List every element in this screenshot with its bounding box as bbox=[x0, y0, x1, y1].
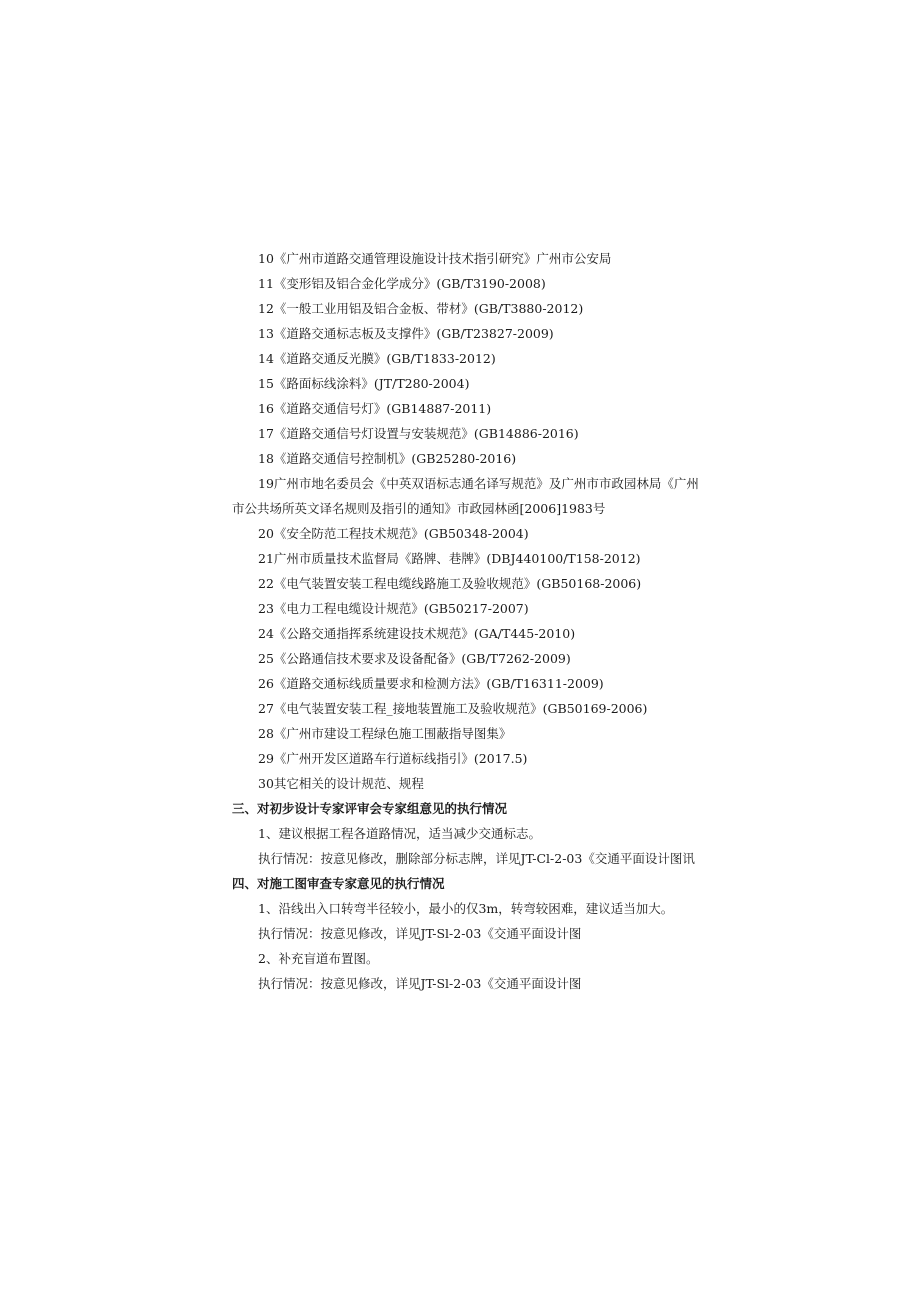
document-body bbox=[0, 246, 920, 996]
reference-23: 23《电力工程电缆设计规范》(GB50217-2007) bbox=[258, 601, 529, 616]
reference-17: 17《道路交通信号灯设置与安装规范》(GB14886-2016) bbox=[258, 426, 579, 441]
section-4-heading: 四、对施工图审查专家意见的执行情况 bbox=[232, 876, 445, 891]
section-4-reply-2: 执行情况：按意见修改，详见JT-Sl-2-03《交通平面设计图 bbox=[258, 976, 582, 991]
section-3-item-1: 1、建议根据工程各道路情况，适当减少交通标志。 bbox=[258, 826, 541, 841]
reference-21: 21广州市质量技术监督局《路牌、巷牌》(DBJ440100/T158-2012) bbox=[258, 551, 641, 566]
reference-26: 26《道路交通标线质量要求和检测方法》(GB/T16311-2009) bbox=[258, 676, 604, 691]
reference-11: 11《变形铝及铝合金化学成分》(GB/T3190-2008) bbox=[258, 276, 546, 291]
reference-28: 28《广州市建设工程绿色施工围蔽指导图集》 bbox=[258, 726, 512, 741]
reference-19-line1: 19广州市地名委员会《中英双语标志通名译写规范》及广州市市政园林局《广州 bbox=[258, 476, 699, 491]
reference-29: 29《广州开发区道路车行道标线指引》(2017.5) bbox=[258, 751, 528, 766]
reference-12: 12《一般工业用铝及铝合金板、带材》(GB/T3880-2012) bbox=[258, 301, 584, 316]
reference-25: 25《公路通信技术要求及设备配备》(GB/T7262-2009) bbox=[258, 651, 571, 666]
reference-14: 14《道路交通反光膜》(GB/T1833-2012) bbox=[258, 351, 496, 366]
reference-16: 16《道路交通信号灯》(GB14887-2011) bbox=[258, 401, 492, 416]
section-3-heading: 三、对初步设计专家评审会专家组意见的执行情况 bbox=[232, 801, 508, 816]
reference-22: 22《电气装置安装工程电缆线路施工及验收规范》(GB50168-2006) bbox=[258, 576, 642, 591]
reference-24: 24《公路交通指挥系统建设技术规范》(GA/T445-2010) bbox=[258, 626, 576, 641]
section-4-reply-1: 执行情况：按意见修改，详见JT-Sl-2-03《交通平面设计图 bbox=[258, 926, 582, 941]
reference-20: 20《安全防范工程技术规范》(GB50348-2004) bbox=[258, 526, 529, 541]
reference-18: 18《道路交通信号控制机》(GB25280-2016) bbox=[258, 451, 517, 466]
reference-30: 30其它相关的设计规范、规程 bbox=[258, 776, 424, 791]
section-3-reply-1: 执行情况：按意见修改，删除部分标志牌，详见JT-Cl-2-03《交通平面设计图讯 bbox=[258, 851, 695, 866]
reference-13: 13《道路交通标志板及支撑件》(GB/T23827-2009) bbox=[258, 326, 554, 341]
section-4-item-2: 2、补充盲道布置图。 bbox=[258, 951, 379, 966]
reference-15: 15《路面标线涂料》(JT/T280-2004) bbox=[258, 376, 470, 391]
reference-27: 27《电气装置安装工程_接地装置施工及验收规范》(GB50169-2006) bbox=[258, 701, 648, 716]
reference-10: 10《广州市道路交通管理设施设计技术指引研究》广州市公安局 bbox=[258, 251, 612, 266]
section-4-item-1: 1、沿线出入口转弯半径较小，最小的仅3m，转弯较困难，建议适当加大。 bbox=[258, 901, 674, 916]
reference-19-line2: 市公共场所英文译名规则及指引的通知》市政园林函[2006]1983号 bbox=[232, 501, 606, 516]
